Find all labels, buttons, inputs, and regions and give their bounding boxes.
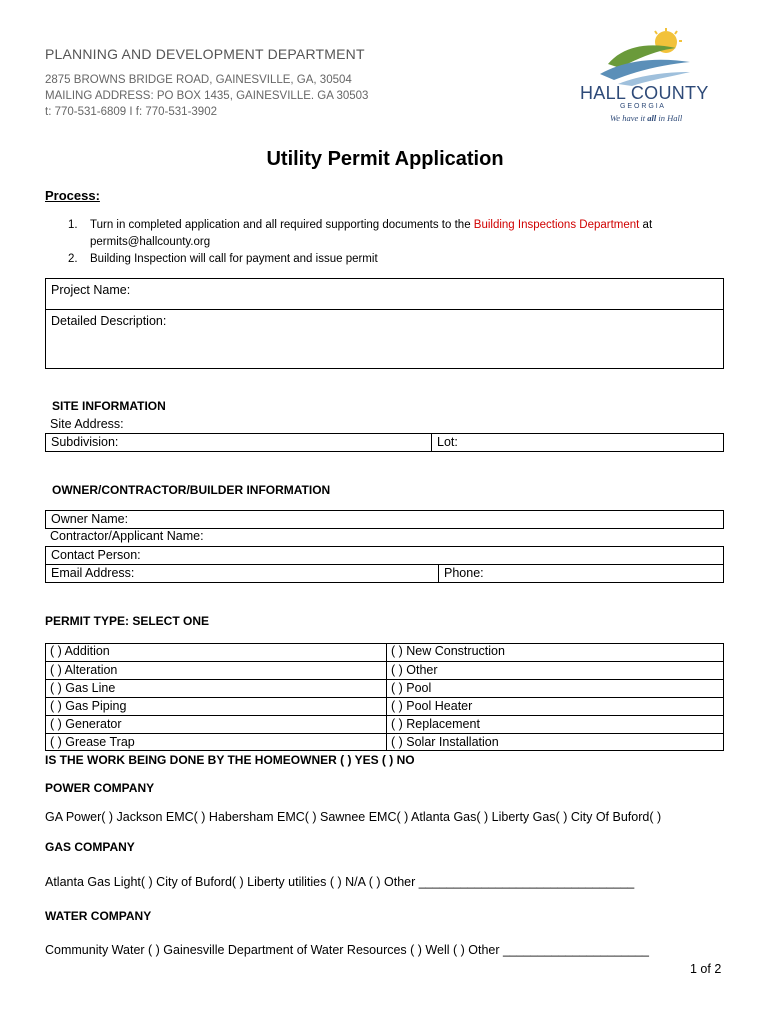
contact-person-label: Contact Person: [51, 548, 141, 562]
step1-text [90, 219, 652, 231]
contractor-name-label: Contractor/Applicant Name: [50, 529, 204, 543]
permit-option-gas-piping[interactable]: ( ) Gas Piping [45, 697, 386, 715]
permit-option-solar-installation[interactable]: ( ) Solar Installation [386, 733, 724, 751]
permit-heading: PERMIT TYPE: SELECT ONE [45, 614, 210, 628]
tagline-prefix: We have it [610, 113, 648, 123]
permit-option-generator[interactable]: ( ) Generator [45, 715, 386, 733]
permit-option-replacement[interactable]: ( ) Replacement [386, 715, 724, 733]
site-heading: SITE INFORMATION [52, 399, 166, 413]
subdivision-field[interactable] [45, 433, 432, 452]
building-inspections-text: Building Inspections Department [473, 219, 640, 231]
permit-option-other[interactable]: ( ) Other [386, 661, 724, 679]
subdivision-label: Subdivision: [51, 435, 119, 449]
logo-tagline [610, 113, 682, 123]
permit-option-pool[interactable]: ( ) Pool [386, 679, 724, 697]
permit-option-grease-trap[interactable]: ( ) Grease Trap [45, 733, 386, 751]
permit-option-alteration[interactable]: ( ) Alteration [45, 661, 386, 679]
lot-label: Lot: [437, 435, 458, 449]
phone-fax: t: 770-531-6809 I f: 770-531-3902 [45, 106, 217, 118]
phone-field[interactable] [438, 564, 724, 583]
gas-heading: GAS COMPANY [45, 840, 135, 854]
power-options[interactable]: GA Power( ) Jackson EMC( ) Habersham EMC( ) Sawnee EMC( ) Atlanta Gas( ) Liberty Gas( ) City Of Buford( ) [45, 810, 662, 824]
project-name-label: Project Name: [51, 283, 131, 297]
permits-email: permits@hallcounty.org [90, 236, 211, 248]
project-name-field[interactable] [45, 278, 724, 310]
step1-text-a: Turn in completed application and all required supporting documents to the [90, 219, 474, 231]
phone-label: Phone: [444, 566, 484, 580]
permit-option-pool-heater[interactable]: ( ) Pool Heater [386, 697, 724, 715]
site-address-field[interactable] [45, 416, 724, 434]
step1-text-b: at [639, 219, 653, 231]
email-field[interactable] [45, 564, 439, 583]
page-number: 1 of 2 [690, 962, 722, 976]
step1-number: 1. [68, 219, 78, 231]
homeowner-question[interactable]: IS THE WORK BEING DONE BY THE HOMEOWNER ( ) YES ( ) NO [45, 753, 415, 767]
water-heading: WATER COMPANY [45, 909, 152, 923]
step2-text: Building Inspection will call for payment and issue permit [90, 253, 378, 265]
department-name: PLANNING AND DEVELOPMENT DEPARTMENT [45, 46, 365, 62]
permit-option-gas-line[interactable]: ( ) Gas Line [45, 679, 386, 697]
description-field[interactable] [45, 309, 724, 369]
mailing-address: MAILING ADDRESS: PO BOX 1435, GAINESVILLE. GA 30503 [45, 90, 369, 102]
description-label: Detailed Description: [51, 314, 167, 328]
logo-emblem-icon [578, 28, 718, 88]
owner-heading: OWNER/CONTRACTOR/BUILDER INFORMATION [52, 483, 331, 497]
tagline-suffix: in Hall [656, 113, 683, 123]
permit-option-new-construction[interactable]: ( ) New Construction [391, 644, 505, 658]
water-options[interactable]: Community Water ( ) Gainesville Department of Water Resources ( ) Well ( ) Other _____________________ [45, 943, 649, 957]
permit-option-addition[interactable]: ( ) Addition [50, 644, 110, 658]
lot-field[interactable] [431, 433, 724, 452]
site-address-label: Site Address: [50, 417, 124, 431]
power-heading: POWER COMPANY [45, 781, 155, 795]
street-address: 2875 BROWNS BRIDGE ROAD, GAINESVILLE, GA, 30504 [45, 74, 352, 86]
gas-options[interactable]: Atlanta Gas Light( ) City of Buford( ) Liberty utilities ( ) N/A ( ) Other _______________________________ [45, 875, 635, 889]
email-label: Email Address: [51, 566, 135, 580]
logo-name: HALL COUNTY [580, 83, 709, 103]
process-heading: Process: [45, 188, 100, 203]
step2-number: 2. [68, 253, 78, 265]
contractor-name-field[interactable] [45, 528, 724, 546]
owner-name-label: Owner Name: [51, 512, 129, 526]
tagline-all: all [647, 113, 657, 123]
owner-name-field[interactable] [45, 510, 724, 529]
form-title: Utility Permit Application [266, 148, 504, 170]
contact-person-field[interactable] [45, 546, 724, 565]
hall-county-logo [578, 28, 718, 128]
logo-state: G E O R G I A [620, 103, 664, 110]
